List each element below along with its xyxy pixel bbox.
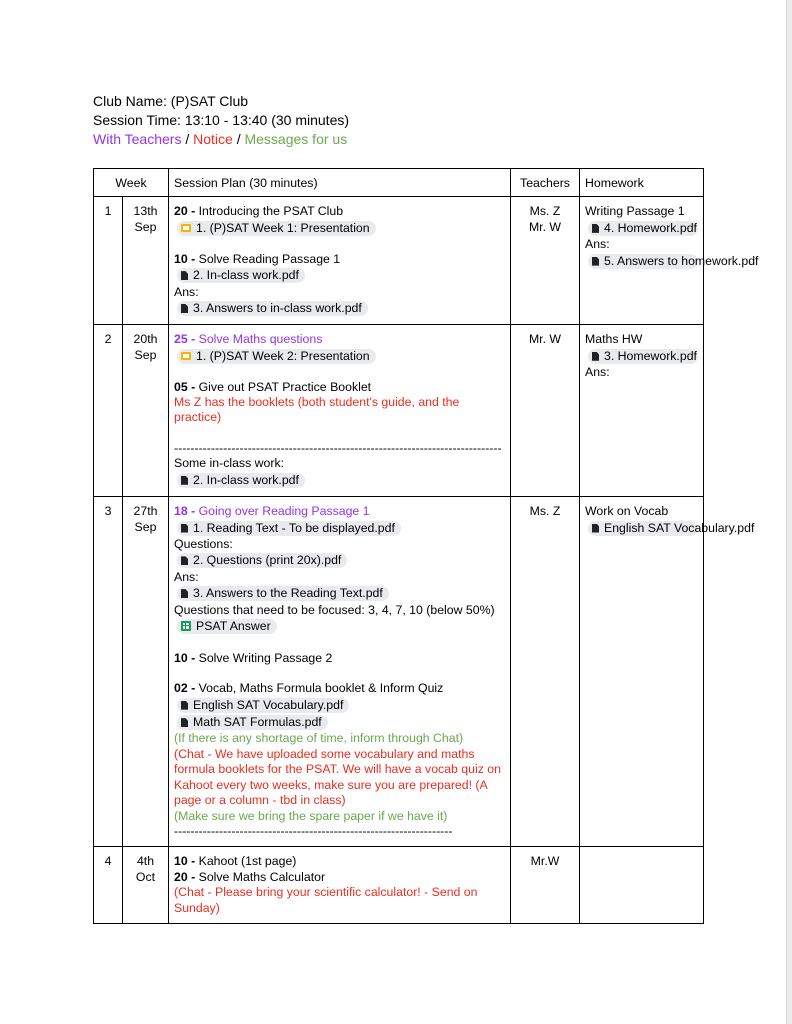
plan-text: Going over Reading Passage 1 bbox=[195, 504, 370, 519]
plan-minutes: 10 - bbox=[174, 650, 196, 665]
slides-icon bbox=[181, 224, 191, 232]
session-plan bbox=[169, 847, 511, 924]
week-number: 3 bbox=[94, 497, 123, 847]
table-row bbox=[94, 325, 704, 497]
chip-label: 1. (P)SAT Week 1: Presentation bbox=[196, 220, 370, 235]
homework-title: Writing Passage 1 bbox=[585, 204, 685, 219]
file-icon bbox=[592, 224, 599, 233]
plan-text: Solve Writing Passage 2 bbox=[195, 650, 333, 665]
homework-cell bbox=[580, 847, 704, 924]
message-text: (Make sure we bring the spare paper if we have it) bbox=[174, 808, 448, 823]
session-table bbox=[93, 168, 759, 924]
week-number: 4 bbox=[94, 847, 123, 924]
teachers-cell bbox=[511, 197, 580, 325]
plan-item bbox=[174, 204, 505, 219]
homework-cell bbox=[580, 325, 704, 497]
plan-minutes: 02 - bbox=[174, 681, 196, 696]
file-icon bbox=[181, 701, 188, 710]
file-icon bbox=[181, 718, 188, 727]
plan-text: Kahoot (1st page) bbox=[195, 854, 297, 869]
chip-label: 2. Questions (print 20x).pdf bbox=[193, 553, 342, 568]
plan-minutes: 20 - bbox=[174, 869, 196, 884]
plan-text: Introducing the PSAT Club bbox=[195, 204, 344, 219]
plan-minutes: 10 - bbox=[174, 854, 196, 869]
date-month: Oct bbox=[135, 869, 156, 884]
answers-label: Ans: bbox=[585, 365, 610, 380]
plan-item bbox=[174, 681, 505, 696]
chip-label: English SAT Vocabulary.pdf bbox=[193, 697, 344, 712]
file-icon bbox=[181, 304, 188, 313]
session-date bbox=[123, 497, 169, 847]
questions-label: Questions: bbox=[174, 536, 233, 551]
file-icon bbox=[592, 257, 599, 266]
message-text: (If there is any shortage of time, inform through Chat) bbox=[174, 731, 464, 746]
week-number: 1 bbox=[94, 197, 123, 325]
file-icon bbox=[592, 352, 599, 361]
file-chip[interactable] bbox=[177, 301, 368, 316]
plan-item bbox=[174, 504, 505, 519]
answers-label: Ans: bbox=[174, 569, 199, 584]
file-chip[interactable] bbox=[177, 553, 347, 568]
teacher-name: Mr. W bbox=[528, 219, 562, 234]
date-month: Sep bbox=[134, 219, 157, 234]
plan-minutes: 20 - bbox=[174, 204, 196, 219]
file-chip[interactable] bbox=[177, 698, 349, 713]
file-chip[interactable] bbox=[177, 221, 376, 236]
plan-item bbox=[174, 252, 505, 267]
table-row bbox=[94, 197, 704, 325]
document-header bbox=[93, 92, 349, 149]
color-legend bbox=[93, 130, 349, 149]
session-time: Session Time: 13:10 - 13:40 (30 minutes) bbox=[93, 112, 350, 128]
notice-text: Ms Z has the booklets (both student's guide, and the practice) bbox=[174, 395, 460, 425]
table-header-row bbox=[94, 169, 704, 197]
file-chip[interactable] bbox=[588, 221, 698, 236]
session-plan bbox=[169, 197, 511, 325]
file-chip[interactable] bbox=[177, 473, 305, 488]
date-day: 20th bbox=[133, 332, 158, 347]
plan-text: Solve Reading Passage 1 bbox=[195, 251, 341, 266]
chip-label: 3. Answers to the Reading Text.pdf bbox=[193, 586, 383, 601]
plan-item bbox=[174, 380, 505, 395]
chip-label: English SAT Vocabulary.pdf bbox=[604, 520, 755, 535]
plan-minutes: 05 - bbox=[174, 379, 196, 394]
file-icon bbox=[181, 476, 188, 485]
header-week: Week bbox=[94, 169, 169, 197]
focus-text: Questions that need to be focused: 3, 4, 7, 10 (below 50%) bbox=[174, 602, 495, 617]
notice-text: (Chat - Please bring your scientific calculator! - Send on Sunday) bbox=[174, 885, 478, 915]
plan-item bbox=[174, 870, 505, 885]
file-chip[interactable] bbox=[177, 586, 389, 601]
file-icon bbox=[181, 589, 188, 598]
slides-icon bbox=[181, 352, 191, 360]
club-name: Club Name: (P)SAT Club bbox=[93, 93, 249, 109]
plan-minutes: 10 - bbox=[174, 251, 196, 266]
notice-text: (Chat - We have uploaded some vocabulary and maths formula booklets for the PSAT. We will have a vocab quiz on Kahoot every two weeks, make sure you are prepared! (A page or a column - tbd in class) bbox=[174, 746, 501, 808]
session-date bbox=[123, 197, 169, 325]
answers-label: Ans: bbox=[174, 284, 199, 299]
file-chip[interactable] bbox=[177, 521, 401, 536]
plan-item bbox=[174, 332, 505, 347]
teachers-cell bbox=[511, 325, 580, 497]
legend-messages: Messages for us bbox=[244, 131, 348, 147]
plan-text: Vocab, Maths Formula booklet & Inform Quiz bbox=[195, 681, 444, 696]
date-day: 27th bbox=[133, 504, 158, 519]
header-teachers: Teachers bbox=[511, 169, 580, 197]
chip-label: Math SAT Formulas.pdf bbox=[193, 715, 322, 730]
teacher-name: Mr.W bbox=[530, 854, 560, 869]
plan-minutes: 25 - bbox=[174, 332, 196, 347]
legend-notice: Notice bbox=[193, 131, 233, 147]
chip-label: 1. (P)SAT Week 2: Presentation bbox=[196, 348, 370, 363]
session-plan bbox=[169, 325, 511, 497]
chip-label: 2. In-class work.pdf bbox=[193, 268, 299, 283]
session-plan bbox=[169, 497, 511, 847]
plan-text: Solve Maths Calculator bbox=[195, 869, 326, 884]
plan-minutes: 18 - bbox=[174, 504, 196, 519]
chip-label: 1. Reading Text - To be displayed.pdf bbox=[193, 520, 395, 535]
legend-separator: / bbox=[232, 131, 245, 147]
teacher-name: Ms. Z bbox=[529, 504, 561, 519]
plan-item bbox=[174, 854, 505, 869]
header-homework: Homework bbox=[580, 169, 704, 197]
date-day: 4th bbox=[136, 854, 155, 869]
file-chip[interactable] bbox=[588, 349, 698, 364]
file-chip[interactable] bbox=[588, 520, 755, 536]
week-number: 2 bbox=[94, 325, 123, 497]
session-date bbox=[123, 325, 169, 497]
date-month: Sep bbox=[134, 519, 157, 534]
date-month: Sep bbox=[134, 347, 157, 362]
inclass-label: Some in-class work: bbox=[174, 456, 285, 471]
plan-text: Give out PSAT Practice Booklet bbox=[195, 379, 372, 394]
chip-label: 3. Homework.pdf bbox=[604, 348, 697, 363]
teacher-name: Ms. Z bbox=[529, 204, 561, 219]
divider-line: -------------------------------------------------------------------------------- bbox=[174, 440, 502, 455]
table-row bbox=[94, 497, 704, 847]
answers-label: Ans: bbox=[585, 237, 610, 252]
file-chip[interactable] bbox=[588, 253, 759, 269]
homework-cell bbox=[580, 197, 759, 325]
date-day: 13th bbox=[133, 204, 158, 219]
page-edge bbox=[786, 0, 792, 1024]
sheets-icon bbox=[181, 621, 191, 631]
session-date bbox=[123, 847, 169, 924]
header-plan: Session Plan (30 minutes) bbox=[169, 169, 511, 197]
table-row bbox=[94, 847, 704, 924]
chip-label: PSAT Answer bbox=[196, 618, 271, 633]
file-chip[interactable] bbox=[177, 619, 277, 634]
plan-item bbox=[174, 651, 505, 666]
teacher-name: Mr. W bbox=[528, 332, 562, 347]
homework-title: Work on Vocab bbox=[585, 504, 669, 519]
homework-title: Maths HW bbox=[585, 332, 643, 347]
homework-cell bbox=[580, 497, 755, 847]
divider-line: -------------------------------------------------------------------- bbox=[174, 823, 453, 838]
legend-separator: / bbox=[181, 131, 194, 147]
chip-label: 3. Answers to in-class work.pdf bbox=[193, 300, 362, 315]
file-chip[interactable] bbox=[177, 349, 376, 364]
file-icon bbox=[592, 524, 599, 533]
teachers-cell bbox=[511, 497, 580, 847]
chip-label: 4. Homework.pdf bbox=[604, 220, 697, 235]
chip-label: 5. Answers to homework.pdf bbox=[604, 253, 759, 268]
file-icon bbox=[181, 271, 188, 280]
plan-text: Solve Maths questions bbox=[195, 332, 323, 347]
file-icon bbox=[181, 556, 188, 565]
legend-teachers: With Teachers bbox=[93, 131, 182, 147]
file-chip[interactable] bbox=[177, 268, 305, 283]
teachers-cell bbox=[511, 847, 580, 924]
file-icon bbox=[181, 524, 188, 533]
chip-label: 2. In-class work.pdf bbox=[193, 472, 299, 487]
file-chip[interactable] bbox=[177, 715, 328, 730]
